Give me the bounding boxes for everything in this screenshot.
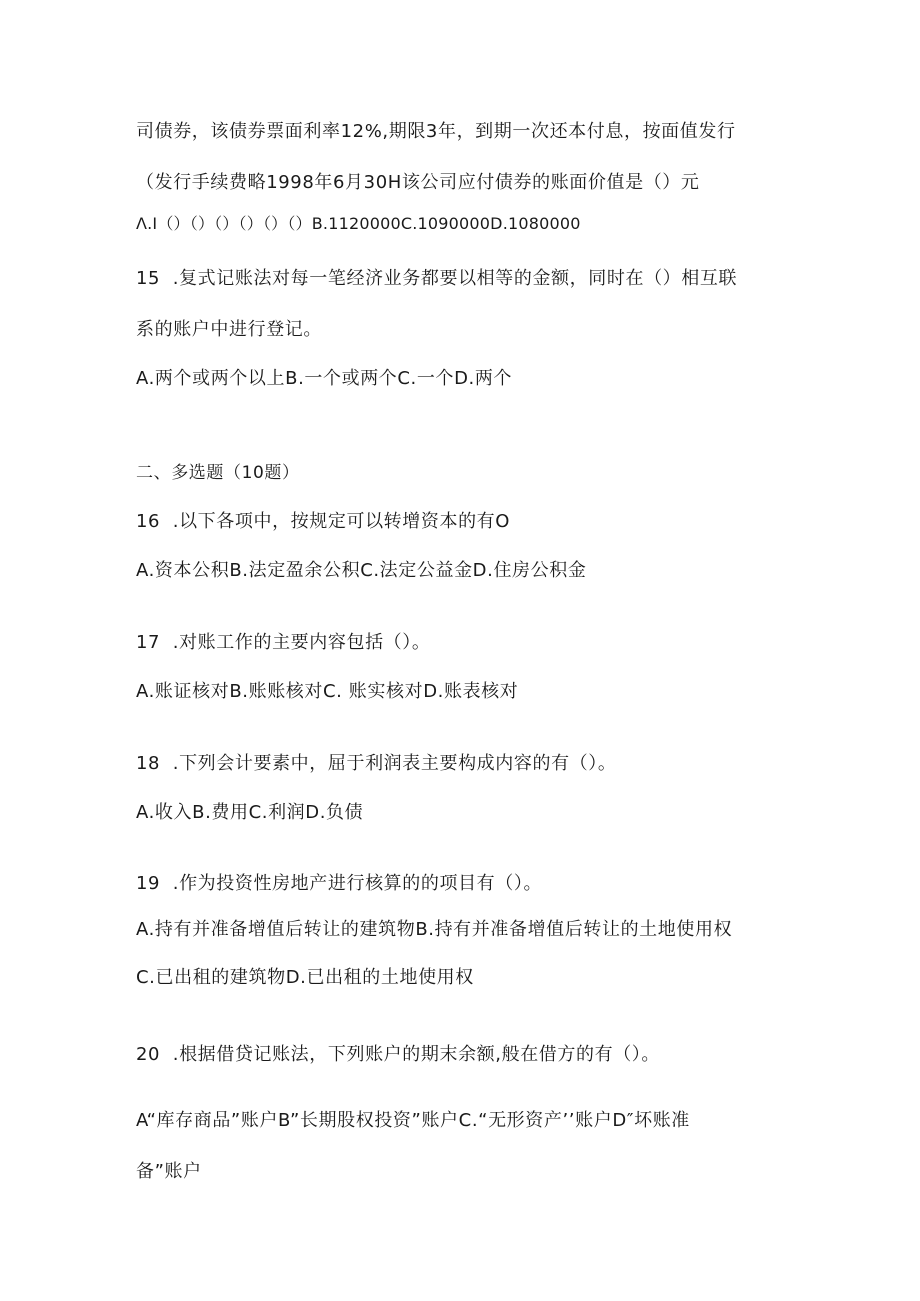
question-19-options-line-2: C.已出租的建筑物D.已出租的土地使用权 <box>136 967 474 988</box>
question-14-text-line-2: （发行手续费略1998年6月30H该公司应付债券的账面价值是（）元 <box>136 172 700 193</box>
question-16-text: 16 .以下各项中，按规定可以转增资本的有O <box>136 511 511 532</box>
question-18-options: A.收入B.费用C.利润D.负债 <box>136 802 364 823</box>
question-20-text: 20 .根据借贷记账法，下列账户的期末余额,般在借方的有（）。 <box>136 1044 660 1065</box>
question-20-options-line-1: A“库存商品”账户B”长期股权投资”账户C.“无形资产’’账户D″坏账准 <box>136 1110 690 1131</box>
question-17-options: A.账证核对B.账账核对C. 账实核对D.账表核对 <box>136 681 519 702</box>
question-15-text-line-2: 系的账户中进行登记。 <box>136 319 322 340</box>
question-17-text: 17 .对账工作的主要内容包括（）。 <box>136 632 431 653</box>
question-19-text: 19 .作为投资性房地产进行核算的的项目有（）。 <box>136 873 543 894</box>
question-14-options: Λ.I（）（）（）（）（）（）B.1120000C.1090000D.1080000 <box>136 214 581 233</box>
question-16-options: A.资本公积B.法定盈余公积C.法定公益金D.住房公积金 <box>136 560 587 581</box>
question-18-text: 18 .下列会计要素中，屈于利润表主要构成内容的有（）。 <box>136 753 617 774</box>
question-20-options-line-2: 备”账户 <box>136 1161 202 1182</box>
section-heading-multiple-choice: 二、多选题（10题） <box>136 463 300 483</box>
question-15-options: A.两个或两个以上B.一个或两个C.一个D.两个 <box>136 368 513 389</box>
question-15-text-line-1: 15 .复式记账法对每一笔经济业务都要以相等的金额，同时在（）相互联 <box>136 268 738 289</box>
question-19-options-line-1: A.持有并准备增值后转让的建筑物B.持有并准备增值后转让的土地使用权 <box>136 919 733 940</box>
question-14-text-line-1: 司债券，该债券票面利率12%,期限3年，到期一次还本付息，按面值发行 <box>136 121 736 142</box>
